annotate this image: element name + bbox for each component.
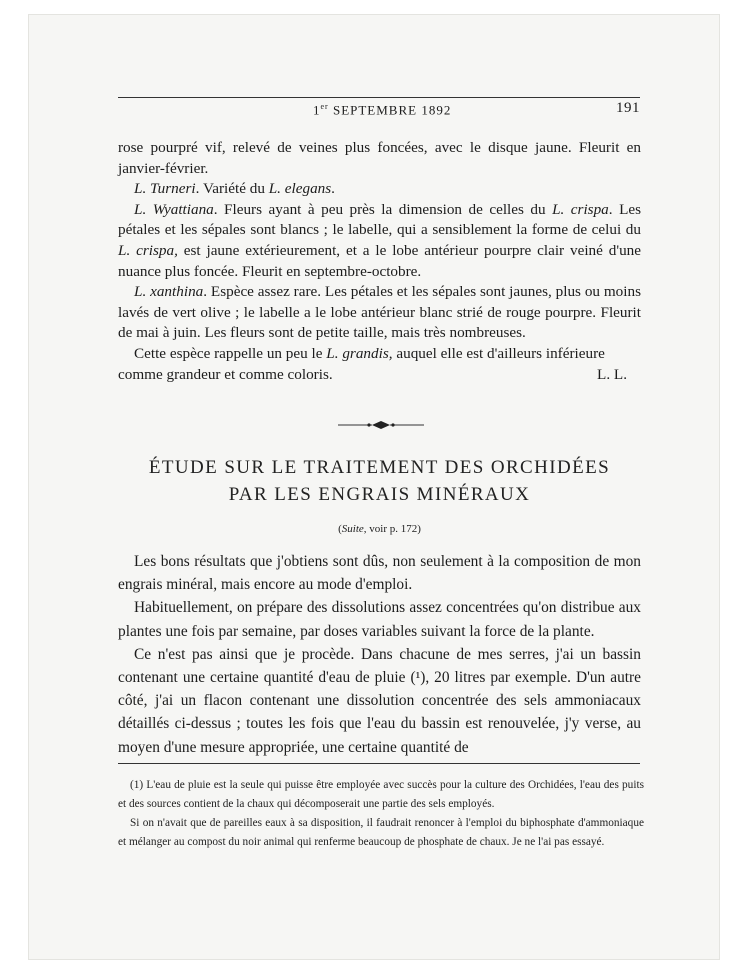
paragraph-wyattiana [118, 200, 641, 282]
text: Cette espèce rappelle un peu le [134, 344, 327, 362]
footnote-2: Si on n'avait que de pareilles eaux à sa disposition, il faudrait renoncer à l'emploi du biphosphate d'ammoniaque et mélanger au compost du noir animal qui renferme beaucoup de phosphate de chaux. Je ne l'ai pas essayé. [118, 817, 644, 848]
text: . Espèce assez rare. Les pétales et les sépales sont jaunes, plus ou moins lavés de vert olive ; le labelle a le lobe antérieur blanc strié de rouge pourpre. Fleurit de mai à juin. Les fleurs sont de petite taille, mais très nombreuses. [118, 283, 641, 342]
footnotes [118, 776, 644, 852]
species-ref: L. crispa, [118, 241, 178, 259]
header-date [313, 102, 451, 118]
article-paragraph-2: Habituellement, on prépare des dissolutions assez concentrées qu'on distribue aux plantes une fois par semaine, par doses variables suivant la force de la plante. [118, 599, 641, 640]
text: auquel elle est d'ailleurs inférieure [392, 344, 605, 362]
article-paragraph-3: Ce n'est pas ainsi que je procède. Dans chacune de mes serres, j'ai un bassin contenant une certaine quantité d'eau de pluie (¹), 20 litres par exemple. D'un autre côté, j'ai un flacon contenant une dissolution concentrée des sels ammoniacaux détaillés ci-dessus ; toutes les fois que l'eau du bassin est renouvelée, j'y verse, au moyen d'une mesure appropriée, une certaine quantité de [118, 645, 641, 756]
continuation-note [118, 523, 641, 535]
paragraph-xanthina [118, 282, 641, 344]
species-ref: L. crispa [552, 200, 609, 218]
text: . [331, 180, 335, 198]
species-name: L. Wyattiana [134, 200, 214, 218]
paragraph-continued: rose pourpré vif, relevé de veines plus foncées, avec le disque jaune. Fleurit en janvier-février. [118, 139, 641, 177]
species-name: L. Turneri [134, 180, 196, 198]
date-day: 1 [313, 102, 321, 118]
text: , voir p. 172) [363, 523, 421, 535]
footnote-1: (1) L'eau de pluie est la seule qui puisse être employée avec succès pour la culture des Orchidées, l'eau des puits et des sources contient de la chaux qui décomposerait une partie des sels employés. [118, 779, 644, 810]
date-ordinal: er [320, 102, 329, 111]
paragraph-grandis [118, 344, 641, 365]
species-ref: L. elegans [268, 180, 332, 198]
footnote-rule [118, 763, 640, 764]
text: . Variété du [195, 180, 269, 198]
text: . Les pétales et les sépales sont blancs ; le labelle, qui a sensiblement la forme de celui du [118, 200, 641, 239]
page-number: 191 [616, 100, 640, 116]
header-rule [118, 97, 640, 98]
paragraph-turneri [118, 179, 641, 200]
species-ref: L. grandis, [326, 344, 393, 362]
text: est jaune extérieurement, et a le lobe antérieur pourpre clair veiné d'une nuance plus foncée. Fleurit en septembre-octobre. [118, 241, 641, 280]
text: . Fleurs ayant à peu près la dimension de celles du [213, 200, 553, 218]
article-paragraph-1: Les bons résultats que j'obtiens sont dûs, non seulement à la composition de mon engrais minéral, mais encore au mode d'emploi. [118, 553, 641, 594]
text: comme grandeur et comme coloris. [118, 365, 333, 383]
article-title-line-2: PAR LES ENGRAIS MINÉRAUX [228, 484, 531, 505]
article-title-line-1: ÉTUDE SUR LE TRAITEMENT DES ORCHIDÉES [148, 457, 611, 478]
orchid-varieties-section [118, 138, 641, 385]
text: ( [338, 523, 342, 535]
species-name: L. xanthina [134, 283, 204, 301]
signature-line [118, 365, 641, 386]
author-signature: L. L. [597, 365, 627, 383]
date-month-year: SEPTEMBRE 1892 [328, 102, 452, 118]
article-body [118, 550, 641, 759]
suite-word: Suite [341, 523, 364, 535]
section-divider-ornament [336, 418, 426, 432]
running-header [118, 100, 640, 122]
